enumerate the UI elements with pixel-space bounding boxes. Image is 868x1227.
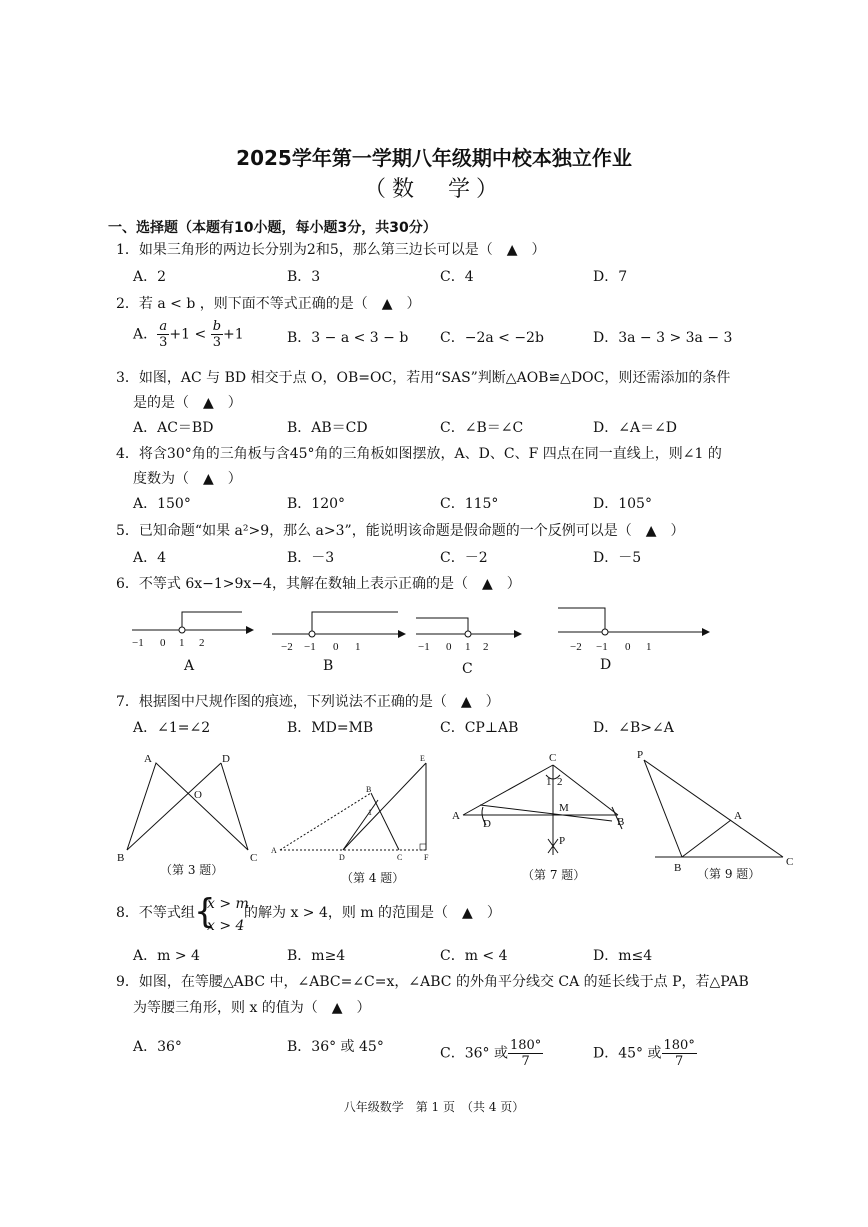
svg-text:2: 2 xyxy=(557,776,563,788)
svg-text:B: B xyxy=(617,816,625,828)
section-heading: 一、选择题（本题有10小题，每小题3分，共30分） xyxy=(108,220,437,236)
svg-text:C: C xyxy=(549,752,557,764)
q1-option-d: D．7 xyxy=(593,269,628,285)
q4-option-b: B．120° xyxy=(287,496,346,512)
svg-text:A: A xyxy=(734,810,742,822)
q3-stem-line1: 3．如图，AC 与 BD 相交于点 O，OB=OC，若用“SAS”判断△AOB≌△DOC，则还需添加的条件 xyxy=(116,370,731,386)
q8-system-line2: x > 4 xyxy=(207,918,245,934)
svg-text:A: A xyxy=(271,846,277,855)
svg-text:0: 0 xyxy=(160,637,166,649)
q9-stem-line1: 9．如图，在等腰△ABC 中，∠ABC=∠C=x，∠ABC 的外角平分线交 CA 的延长线于点 P，若△PAB xyxy=(116,974,749,990)
q1-option-a: A．2 xyxy=(133,269,167,285)
q8-stem-prefix: 8．不等式组 xyxy=(116,905,195,921)
q1-option-b: B．3 xyxy=(287,269,321,285)
svg-text:C: C xyxy=(250,852,258,864)
q7-option-a: A．∠1=∠2 xyxy=(133,720,211,736)
q4-option-a: A．150° xyxy=(133,496,191,512)
q9-option-d xyxy=(593,1038,697,1069)
svg-text:P: P xyxy=(637,749,644,761)
q1-stem: 1．如果三角形的两边长分别为2和5，那么第三边长可以是（ ▲ ） xyxy=(116,242,546,258)
svg-text:D: D xyxy=(222,753,230,765)
q4-option-d: D．105° xyxy=(593,496,652,512)
q9-option-c-text: C．36° 或 xyxy=(440,1045,508,1062)
q2-stem: 2．若 a < b ，则下面不等式正确的是（ ▲ ） xyxy=(116,296,421,312)
svg-text:2: 2 xyxy=(199,637,205,649)
q4-stem-line2: 度数为（ ▲ ） xyxy=(133,471,242,487)
svg-text:0: 0 xyxy=(333,641,339,653)
q5-option-d: D．－5 xyxy=(593,550,642,566)
q7-option-c: C．CP⊥AB xyxy=(440,720,519,736)
q3-option-b: B．AB＝CD xyxy=(287,420,368,436)
svg-text:C: C xyxy=(786,856,794,868)
svg-text:1: 1 xyxy=(546,776,552,788)
q7-option-d: D．∠B>∠A xyxy=(593,720,674,736)
q2-option-b: B．3 − a < 3 − b xyxy=(287,330,409,346)
number-line-c xyxy=(416,618,522,653)
svg-text:0: 0 xyxy=(625,641,631,653)
q6-label-d: D xyxy=(600,657,612,673)
svg-text:D: D xyxy=(483,818,491,830)
q3-option-d: D．∠A＝∠D xyxy=(593,420,678,436)
svg-text:−1: −1 xyxy=(418,641,430,653)
q6-stem: 6．不等式 6x−1>9x−4，其解在数轴上表示正确的是（ ▲ ） xyxy=(116,576,521,592)
svg-text:F: F xyxy=(424,853,429,862)
q4-option-c: C．115° xyxy=(440,496,499,512)
q8-system-line1: x > m xyxy=(207,896,249,912)
svg-text:A: A xyxy=(144,753,152,765)
svg-text:B: B xyxy=(117,852,125,864)
figure-3-caption: （第 3 题） xyxy=(160,863,224,877)
q3-stem-line2: 是的是（ ▲ ） xyxy=(133,395,242,411)
figure-3 xyxy=(117,753,257,864)
q9-option-d-text: D．45° 或 xyxy=(593,1045,662,1062)
q8-brace: { xyxy=(194,892,216,932)
figure-9-caption: （第 9 题） xyxy=(697,867,761,881)
q9-c-denominator: 7 xyxy=(521,1054,530,1069)
q9-option-b: B．36° 或 45° xyxy=(287,1039,384,1055)
svg-text:1: 1 xyxy=(368,808,372,817)
svg-text:−1: −1 xyxy=(304,641,316,653)
svg-text:1: 1 xyxy=(179,637,185,649)
svg-text:E: E xyxy=(420,754,425,763)
figure-4-caption: （第 4 题） xyxy=(341,871,405,885)
q5-option-b: B．－3 xyxy=(287,550,335,566)
svg-text:M: M xyxy=(559,802,569,814)
figures-row xyxy=(0,745,868,885)
svg-text:B: B xyxy=(366,785,372,794)
svg-text:−1: −1 xyxy=(596,641,608,653)
svg-text:P: P xyxy=(559,835,566,847)
q7-option-b: B．MD=MB xyxy=(287,720,374,736)
q9-stem-line2: 为等腰三角形，则 x 的值为（ ▲ ） xyxy=(133,1000,371,1016)
figure-7 xyxy=(452,752,624,855)
q2-option-a: A． $\frac{a}{3}$ +1 < $\frac{b}{3}$ +1 xyxy=(133,319,244,350)
q8-option-b: B．m≥4 xyxy=(287,948,346,964)
q9-d-denominator: 7 xyxy=(675,1054,684,1069)
figure-9 xyxy=(637,749,793,874)
svg-text:−2: −2 xyxy=(570,641,582,653)
q8-stem-suffix: 的解为 x > 4，则 m 的范围是（ ▲ ） xyxy=(244,905,501,921)
q8-option-a: A．m > 4 xyxy=(133,948,200,964)
q1-option-c: C．4 xyxy=(440,269,474,285)
q9-option-a: A．36° xyxy=(133,1039,182,1055)
q8-option-d: D．m≤4 xyxy=(593,948,653,964)
q6-label-b: B xyxy=(323,658,334,674)
page-title: 2025学年第一学期八年级期中校本独立作业 xyxy=(236,146,632,170)
figure-4 xyxy=(271,754,429,862)
q7-stem: 7．根据图中尺规作图的痕迹，下列说法不正确的是（ ▲ ） xyxy=(116,694,500,710)
q5-option-c: C．－2 xyxy=(440,550,488,566)
number-line-a xyxy=(132,612,254,649)
svg-text:B: B xyxy=(674,862,682,874)
q2-option-d: D．3a − 3 > 3a − 3 xyxy=(593,330,733,346)
q9-c-numerator: 180° xyxy=(509,1038,542,1053)
q5-option-a: A．4 xyxy=(133,550,167,566)
q6-number-lines xyxy=(0,600,868,680)
q6-label-c: C xyxy=(462,661,473,677)
svg-text:1: 1 xyxy=(646,641,652,653)
q9-option-c xyxy=(440,1038,543,1069)
svg-text:D: D xyxy=(339,853,345,862)
q8-option-c: C．m < 4 xyxy=(440,948,508,964)
q6-label-a: A xyxy=(184,658,195,674)
svg-text:1: 1 xyxy=(465,641,471,653)
q3-option-c: C．∠B＝∠C xyxy=(440,420,524,436)
svg-text:0: 0 xyxy=(446,641,452,653)
number-line-b xyxy=(272,612,406,653)
svg-text:A: A xyxy=(452,810,460,822)
q2-option-c: C．−2a < −2b xyxy=(440,330,544,346)
q9-d-numerator: 180° xyxy=(663,1038,695,1053)
page-footer: 八年级数学 第 1 页 （共 4 页） xyxy=(343,1100,525,1114)
svg-text:1: 1 xyxy=(355,641,361,653)
q5-stem: 5．已知命题“如果 a²>9，那么 a>3”，能说明该命题是假命题的一个反例可以是（ ▲ ） xyxy=(116,523,685,539)
svg-text:−2: −2 xyxy=(281,641,293,653)
q3-option-a: A．AC＝BD xyxy=(133,420,214,436)
svg-text:O: O xyxy=(194,789,202,801)
svg-text:−1: −1 xyxy=(132,637,144,649)
figure-7-caption: （第 7 题） xyxy=(522,868,586,882)
svg-text:C: C xyxy=(397,853,403,862)
svg-text:2: 2 xyxy=(483,641,489,653)
subject-title: （数 学） xyxy=(363,177,504,202)
q4-stem-line1: 4．将含30°角的三角板与含45°角的三角板如图摆放，A、D、C、F 四点在同一直线上，则∠1 的 xyxy=(116,446,722,462)
number-line-d xyxy=(558,608,710,653)
